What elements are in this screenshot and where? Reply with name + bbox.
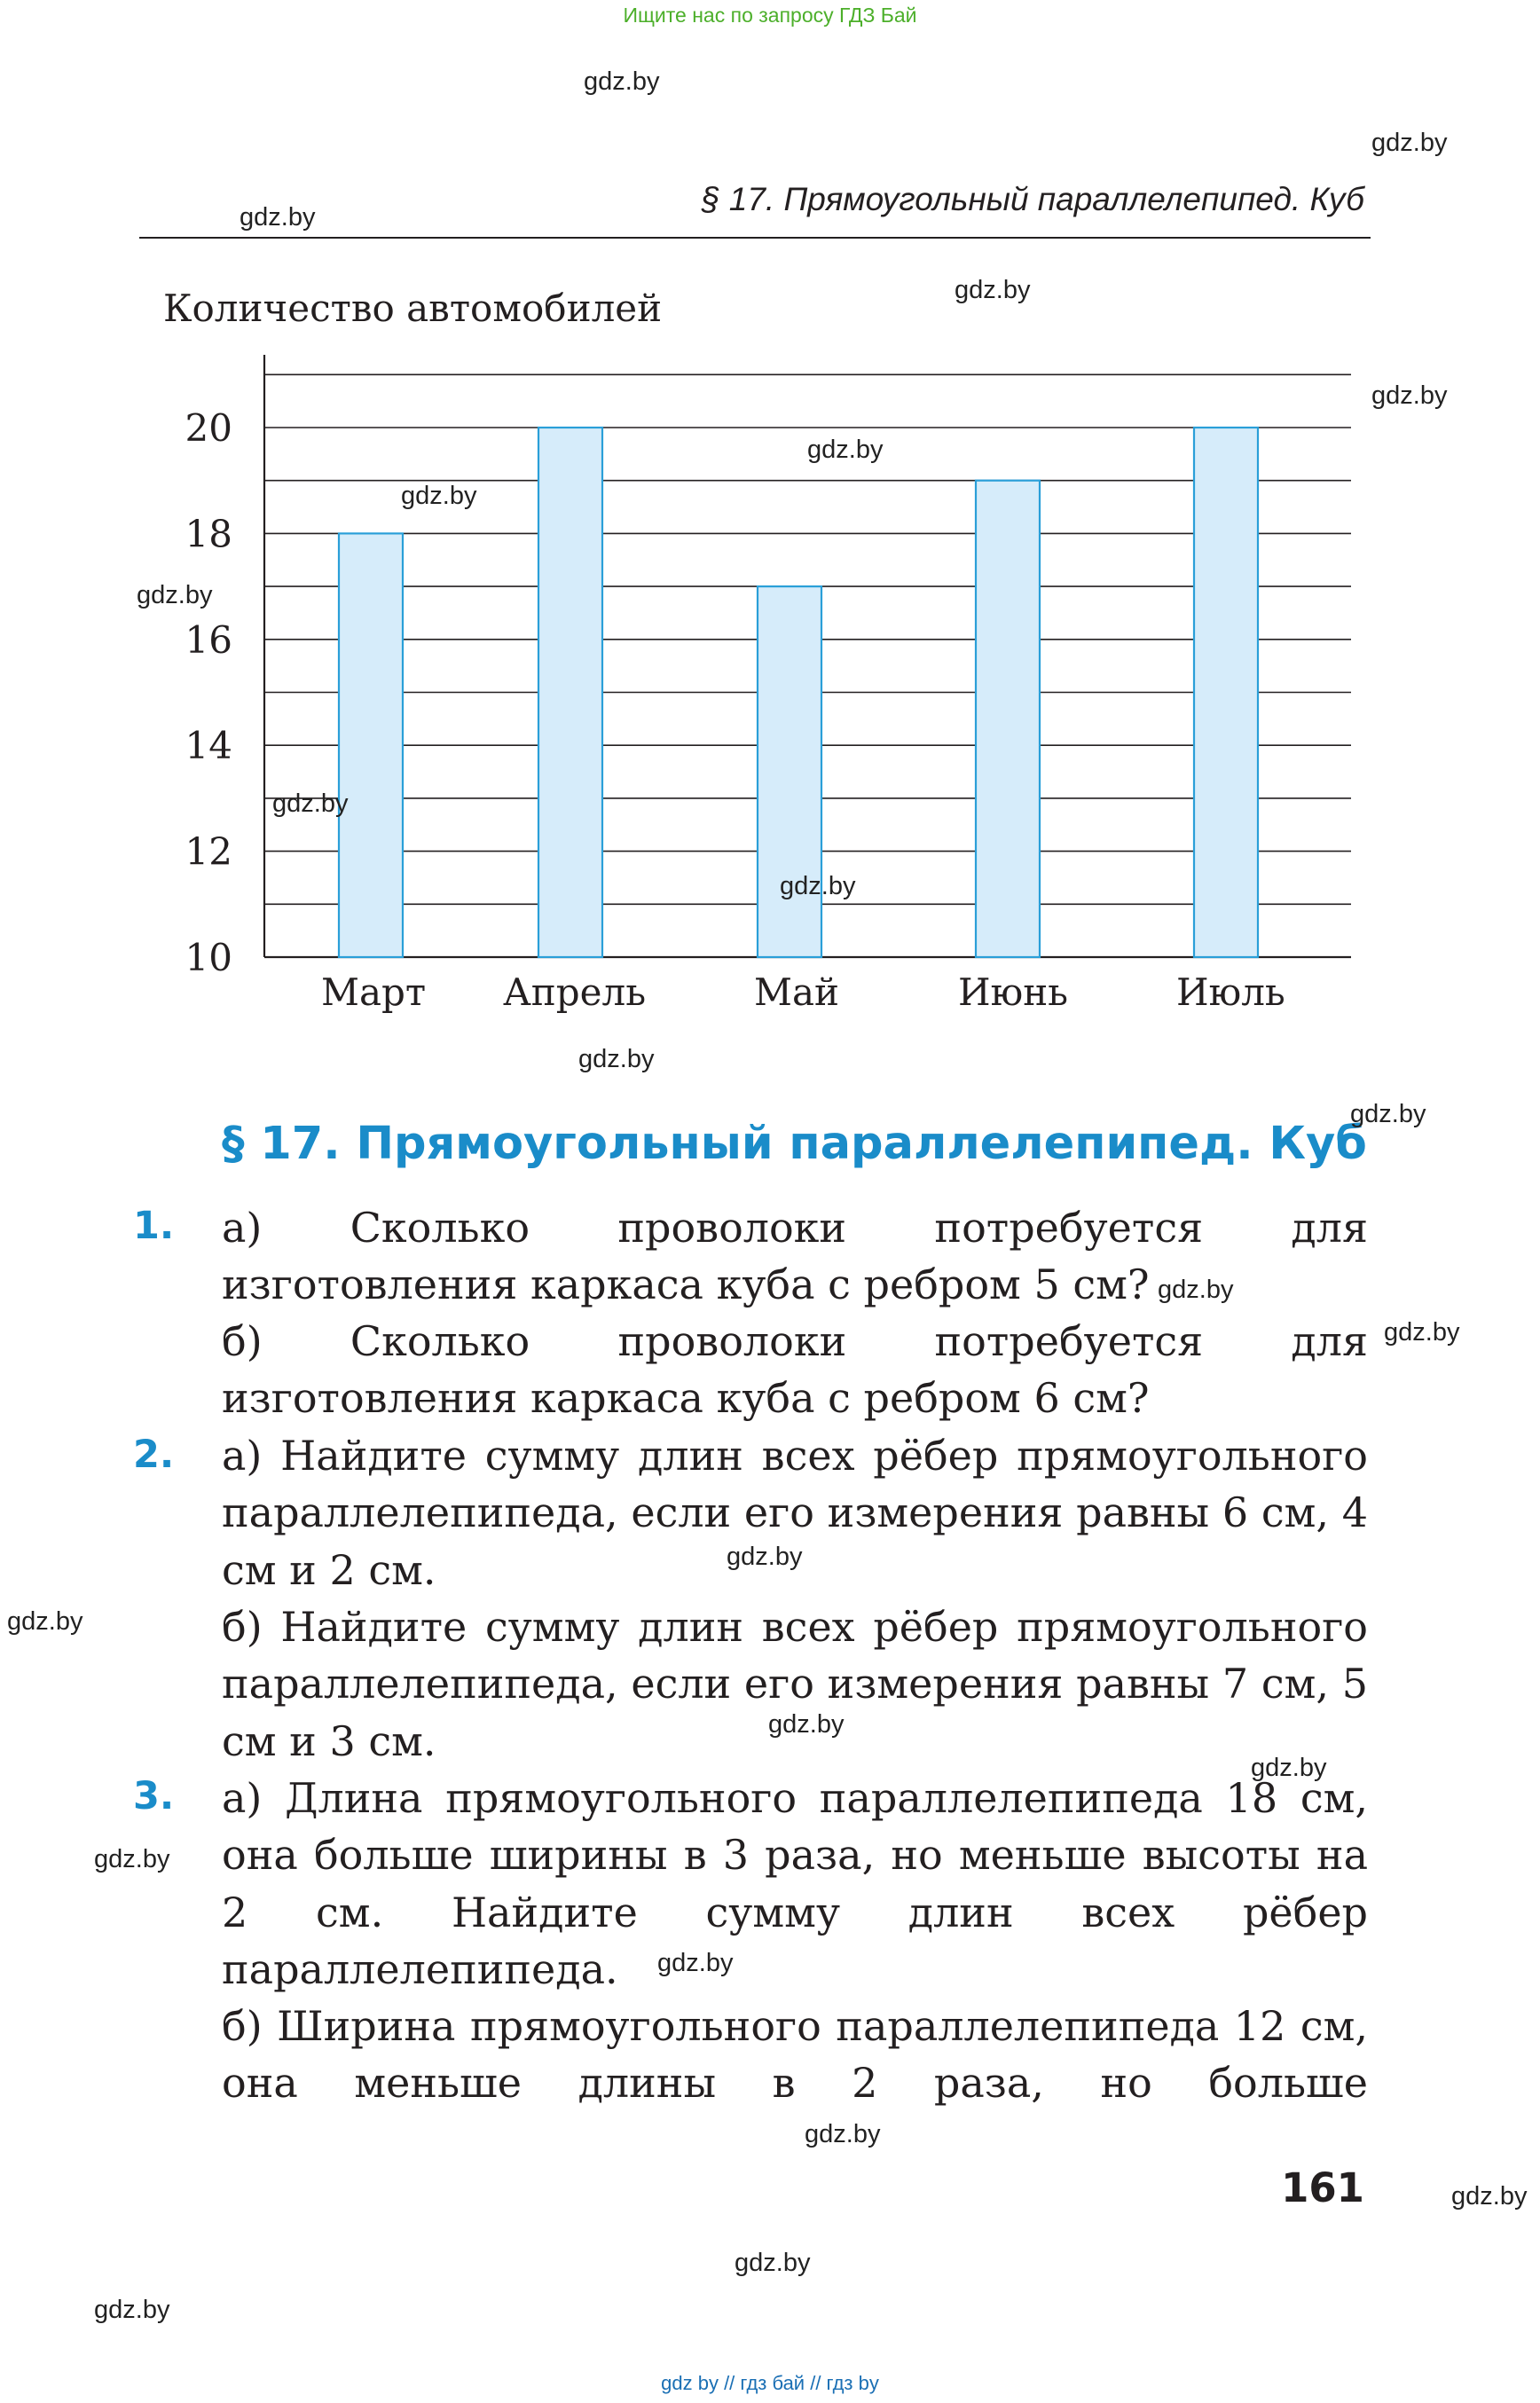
watermark: gdz.by [584,67,660,96]
bar [538,428,602,957]
exercise-3a: а) Длина прямоугольного параллелепипеда 18 см, она больше ширины в 3 раза, но меньше высоты на 2 см. Найдите сумму длин всех рёбер параллелепипеда. [222,1774,1368,1993]
bar [1194,428,1258,957]
y-tick-label: 14 [185,724,232,768]
x-tick-label: Апрель [503,970,647,1014]
watermark: gdz.by [727,1543,803,1571]
y-tick-label: 18 [185,512,232,556]
watermark: gdz.by [955,276,1031,304]
bar [339,533,403,957]
footer-links[interactable]: gdz by // гдз бай // гдз by [661,2372,879,2394]
watermark: gdz.by [1384,1318,1460,1347]
watermark: gdz.by [578,1045,655,1073]
watermark: gdz.by [780,872,856,900]
watermark: gdz.by [1371,129,1448,157]
watermark: gdz.by [1251,1754,1327,1782]
watermark: gdz.by [94,2296,170,2324]
bar [758,586,821,957]
watermark: gdz.by [1350,1100,1426,1128]
exercise-2b: б) Найдите сумму длин всех рёбер прямоугольного параллелепипеда, если его измерения равны 7 см, 5 см и 3 см. [222,1603,1368,1765]
exercise-1b: б) Сколько проволоки потребуется для изготовления каркаса куба с ребром 6 см? [222,1317,1368,1423]
x-tick-label: Май [754,970,840,1014]
y-tick-label: 20 [185,406,232,450]
x-tick-label: Июнь [958,970,1069,1014]
running-head: § 17. Прямоугольный параллелепипед. Куб [701,181,1364,217]
watermark: gdz.by [1451,2182,1528,2211]
watermark: gdz.by [137,581,213,609]
watermark: gdz.by [94,1845,170,1873]
watermark: gdz.by [272,789,349,818]
watermark: gdz.by [240,203,316,232]
watermark: gdz.by [805,2120,881,2148]
watermark: gdz.by [401,482,477,510]
bar [976,481,1040,957]
x-tick-label: Июль [1176,970,1285,1014]
y-axis-label: Количество автомобилей [163,287,663,330]
watermark: gdz.by [768,1710,845,1739]
exercise-3b: б) Ширина прямоугольного параллелепипеда 12 см, она меньше длины в 2 раза, но больше [222,2002,1368,2108]
exercise-number: 3. [133,1774,175,1818]
exercise-2a: а) Найдите сумму длин всех рёбер прямоугольного параллелепипеда, если его измерения равны 6 см, 4 см и 2 см. [222,1432,1368,1594]
watermark: gdz.by [7,1607,83,1636]
watermark: gdz.by [735,2249,811,2277]
exercise-1a: а) Сколько проволоки потребуется для изготовления каркаса куба с ребром 5 см? [222,1204,1368,1309]
watermark: gdz.by [807,436,884,464]
x-tick-label: Март [321,970,427,1014]
top-banner[interactable]: Ищите нас по запросу ГДЗ Бай [623,4,917,27]
section-title: § 17. Прямоугольный параллелепипед. Куб [222,1118,1367,1170]
exercise-number: 2. [133,1433,175,1477]
watermark: gdz.by [1371,381,1448,410]
y-tick-label: 16 [185,617,232,662]
watermark: gdz.by [1158,1276,1234,1304]
exercise-number: 1. [133,1204,175,1248]
watermark: gdz.by [657,1949,734,1977]
y-tick-label: 12 [185,829,232,874]
y-tick-label: 10 [185,936,232,979]
page-number: 161 [1281,2164,1364,2211]
bar-chart [0,0,1540,1064]
